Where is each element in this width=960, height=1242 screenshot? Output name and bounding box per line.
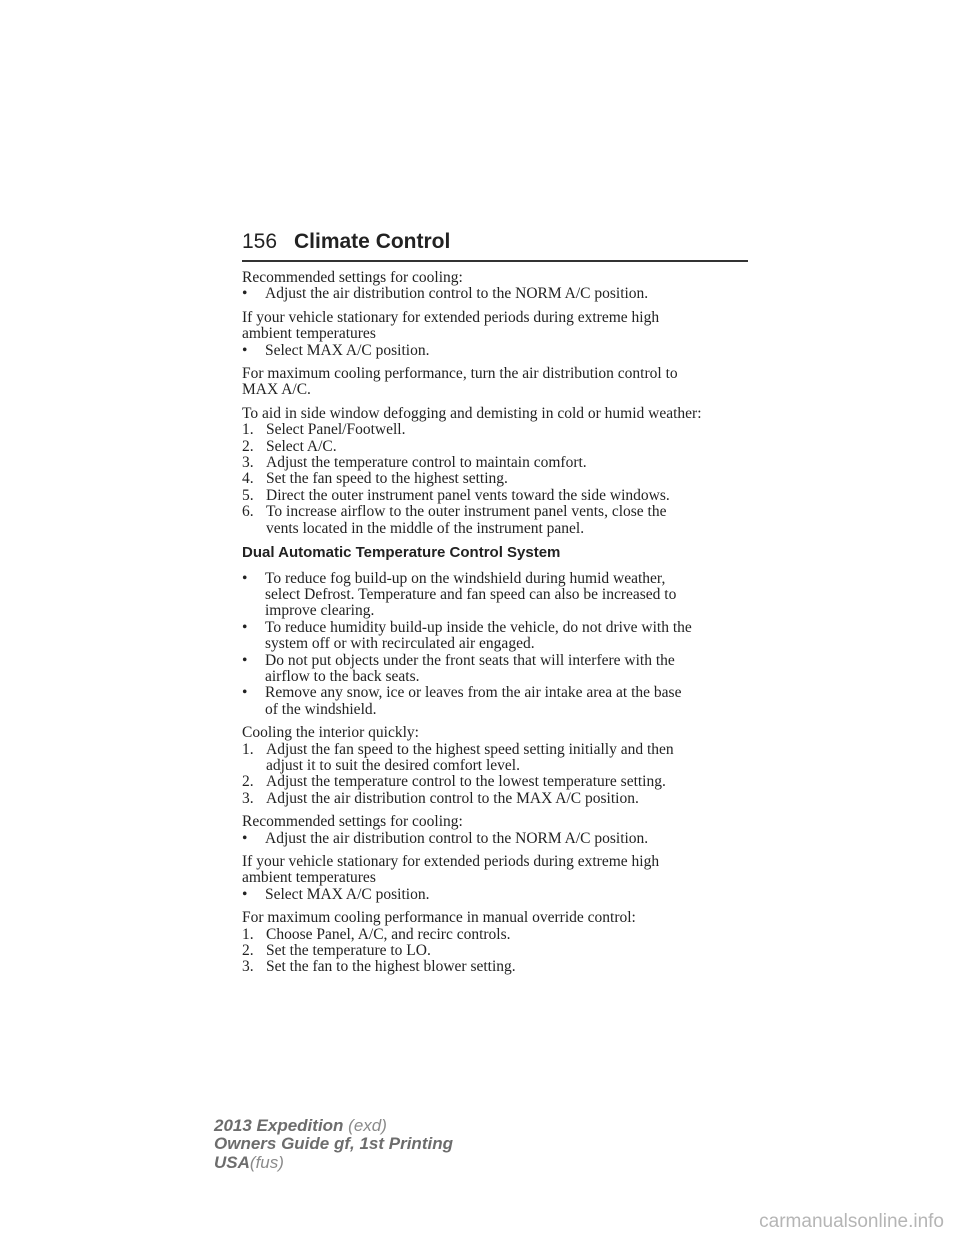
bullet-text-line: To reduce humidity build-up inside the vehicle, do not drive with the: [265, 618, 692, 636]
numbered-step: [242, 455, 752, 471]
page-content: [242, 270, 752, 983]
step-text: Select A/C.: [266, 437, 337, 455]
numbered-step: [242, 959, 752, 975]
bullet-item: [242, 571, 752, 620]
paragraph-text: If your vehicle stationary for extended periods during extreme high: [242, 853, 660, 870]
step-number: 1.: [242, 925, 254, 943]
numbered-step: [242, 943, 752, 959]
step-text-line: adjust it to suit the desired comfort level.: [266, 756, 520, 774]
manual-override-section: [242, 910, 752, 976]
print-footer: [214, 1117, 453, 1172]
step-number: 3.: [242, 454, 254, 472]
bullet-item: [242, 685, 752, 718]
numbered-step: [242, 422, 752, 438]
step-text: Set the temperature to LO.: [266, 942, 431, 960]
step-text-line: Adjust the fan speed to the highest speed setting initially and then: [266, 740, 674, 758]
footer-line: [214, 1117, 453, 1135]
numbered-step: [242, 439, 752, 455]
step-text: [266, 504, 667, 537]
step-text: Select Panel/Footwell.: [266, 421, 406, 439]
footer-region: USA: [214, 1152, 250, 1172]
chapter-title: Climate Control: [294, 230, 451, 253]
step-number: 3.: [242, 958, 254, 976]
bullet-text-line: system off or with recirculated air engaged.: [265, 635, 535, 653]
numbered-step: [242, 774, 752, 790]
paragraph-text: ambient temperatures: [242, 869, 376, 887]
numbered-step: [242, 471, 752, 487]
bullet-text-line: improve clearing.: [265, 602, 375, 620]
watermark: carmanualsonline.info: [759, 1211, 944, 1232]
footer-line: [214, 1154, 453, 1172]
step-number: 1.: [242, 421, 254, 439]
bullet-item: • Adjust the air distribution control to the NORM A/C position.: [242, 831, 752, 847]
bullet-text-line: Remove any snow, ice or leaves from the air intake area at the base: [265, 684, 682, 702]
paragraph-text: Cooling the interior quickly:: [242, 724, 419, 742]
bullet-item: • Select MAX A/C position.: [242, 343, 752, 359]
section-heading: Dual Automatic Temperature Control System: [242, 544, 561, 562]
paragraph-text: For maximum cooling performance in manual override control:: [242, 909, 636, 927]
step-text: Choose Panel, A/C, and recirc controls.: [266, 925, 511, 943]
step-number: 6.: [242, 503, 254, 521]
bullet-text-line: of the windshield.: [265, 700, 377, 718]
numbered-step: [242, 927, 752, 943]
defogging-steps-section: [242, 406, 752, 537]
numbered-step: [242, 488, 752, 504]
step-text-line: To increase airflow to the outer instrument panel vents, close the: [266, 503, 667, 521]
paragraph-text: If your vehicle stationary for extended periods during extreme high: [242, 308, 660, 326]
step-text: Set the fan to the highest blower setting.: [266, 958, 516, 976]
cooling-settings-section: [242, 270, 752, 303]
step-text: [266, 742, 674, 775]
max-cooling-paragraph: [242, 366, 752, 399]
bullet-item: • Adjust the air distribution control to the NORM A/C position.: [242, 286, 752, 302]
bullet-text-line: Do not put objects under the front seats that will interfere with the: [265, 651, 675, 669]
bullet-text-line: To reduce fog build-up on the windshield during humid weather,: [265, 569, 666, 587]
bullet-text-line: airflow to the back seats.: [265, 667, 420, 685]
step-text: Set the fan speed to the highest setting.: [266, 470, 508, 488]
paragraph-text: ambient temperatures: [242, 325, 376, 343]
step-number: 5.: [242, 486, 254, 504]
bullet-text-line: select Defrost. Temperature and fan speed can also be increased to: [265, 585, 677, 603]
step-number: 1.: [242, 740, 254, 758]
step-text: Adjust the temperature control to maintain comfort.: [266, 454, 587, 472]
numbered-step: [242, 742, 752, 775]
bullet-item: [242, 653, 752, 686]
paragraph-text: Recommended settings for cooling:: [242, 269, 463, 286]
stationary-vehicle-section: [242, 310, 752, 359]
step-number: 2.: [242, 942, 254, 960]
paragraph-text: For maximum cooling performance, turn the air distribution control to: [242, 365, 678, 383]
cooling-settings-section: [242, 814, 752, 847]
quick-cooling-section: [242, 725, 752, 807]
footer-model-code: (exd): [348, 1116, 387, 1135]
numbered-step: [242, 791, 752, 807]
page-number: 156: [242, 230, 278, 253]
step-number: 2.: [242, 437, 254, 455]
bullet-item: [242, 620, 752, 653]
paragraph-text: Recommended settings for cooling:: [242, 813, 463, 831]
step-number: 3.: [242, 789, 254, 807]
footer-model: 2013 Expedition: [214, 1116, 344, 1135]
step-text-line: vents located in the middle of the instrument panel.: [266, 519, 585, 537]
page-header: [242, 228, 748, 262]
footer-region-code: (fus): [249, 1152, 284, 1172]
footer-line: [214, 1135, 453, 1153]
step-number: 4.: [242, 470, 254, 488]
stationary-vehicle-section: [242, 854, 752, 903]
step-text: Direct the outer instrument panel vents toward the side windows.: [266, 486, 670, 504]
paragraph-text: To aid in side window defogging and demisting in cold or humid weather:: [242, 404, 702, 422]
numbered-step: [242, 504, 752, 537]
paragraph-text: MAX A/C.: [242, 381, 311, 399]
bullet-item: • Select MAX A/C position.: [242, 887, 752, 903]
footer-guide: Owners Guide gf, 1st Printing: [214, 1134, 453, 1154]
step-text: Adjust the temperature control to the lowest temperature setting.: [266, 773, 666, 791]
step-text: Adjust the air distribution control to the MAX A/C position.: [266, 789, 639, 807]
step-number: 2.: [242, 773, 254, 791]
tips-bullet-list: [242, 571, 752, 719]
